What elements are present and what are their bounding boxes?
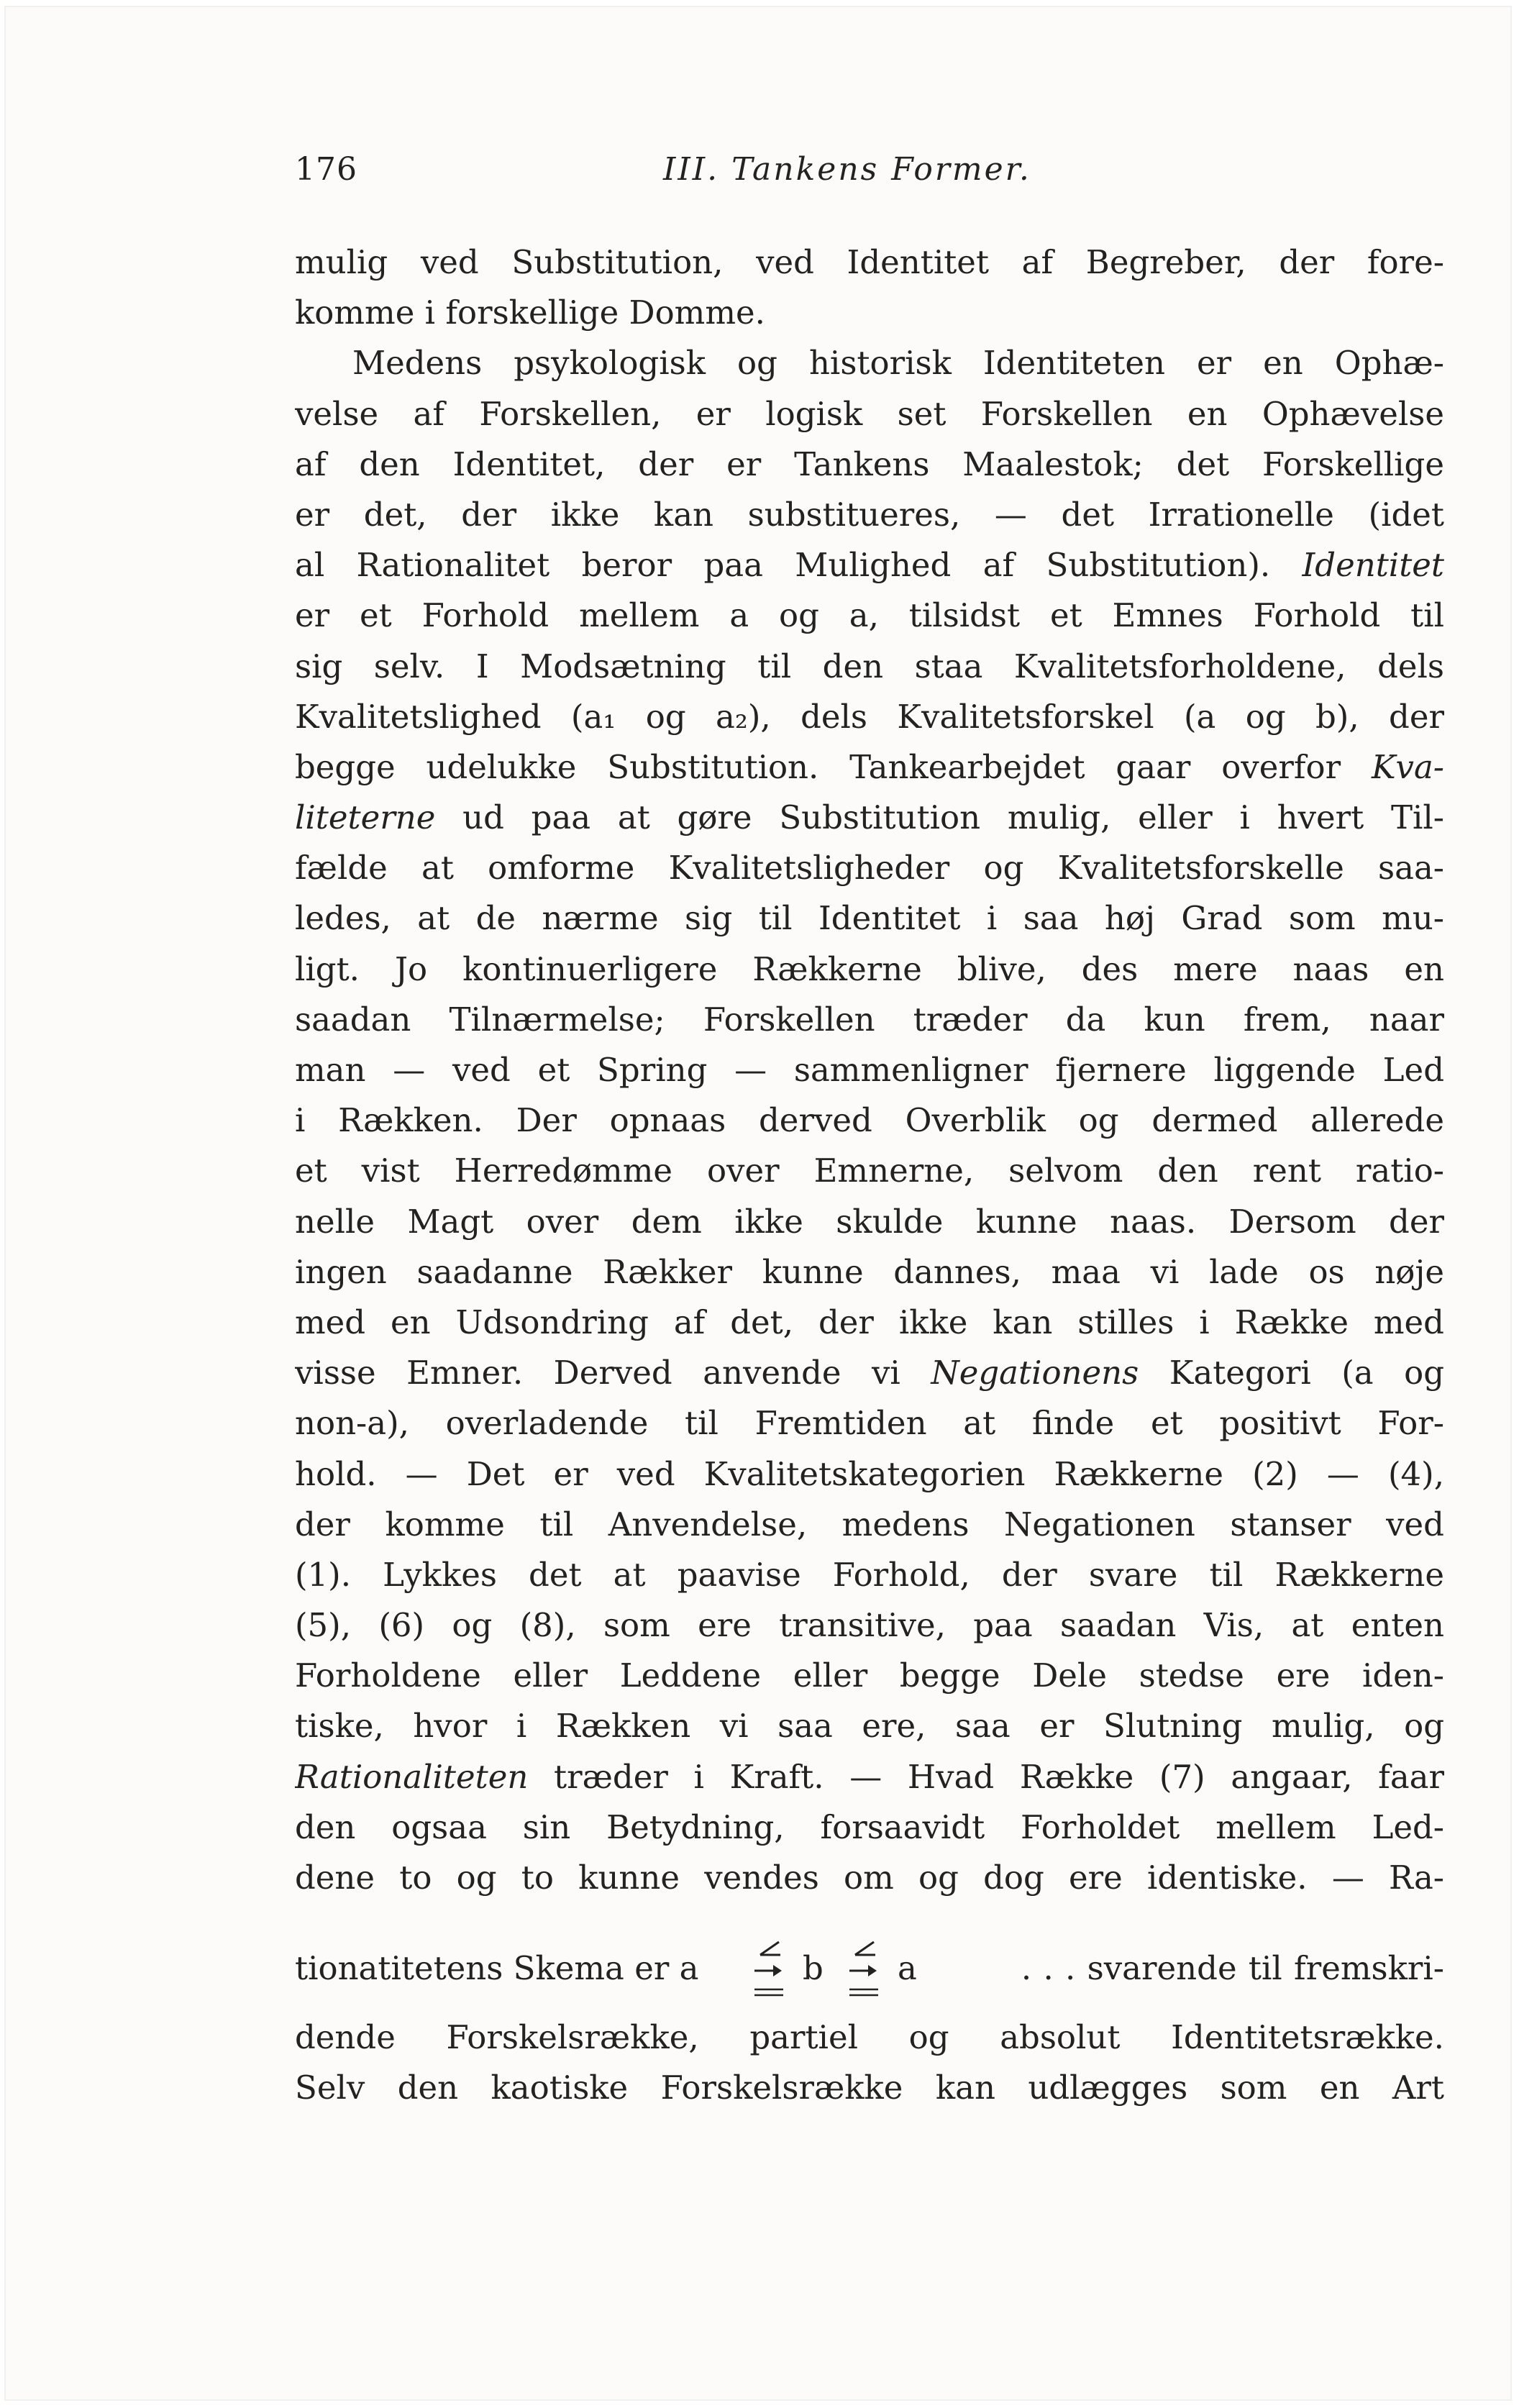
text-line: (1). Lykkes det at paavise Forhold, der svare til Rækkerne — [295, 1555, 1444, 1594]
text-line — [295, 742, 1444, 793]
italic-term-rationaliteten: Rationaliteten — [295, 1757, 529, 1796]
text-line: tiske, hvor i Rækken vi saa ere, saa er Slutning mulig, og — [295, 1707, 1444, 1746]
italic-term-liteterne: liteterne — [295, 798, 436, 837]
text-segment: visse Emner. Derved anvende vi — [295, 1354, 900, 1392]
text-line: fælde at omforme Kvalitetsligheder og Kvalitetsforskelle saa- — [295, 849, 1444, 888]
text-line: mulig ved Substitution, ved Identitet af Begreber, der fore- — [295, 243, 1444, 281]
text-line — [295, 793, 1444, 843]
text-line: den ogsaa sin Betydning, forsaavidt Forholdet mellem Led- — [295, 1807, 1444, 1846]
text-line: man — ved et Spring — sammenligner fjernere liggende Led — [295, 1051, 1444, 1089]
text-line: ligt. Jo kontinuerligere Rækkerne blive, des mere naas en — [295, 949, 1444, 988]
schema-letter-b: b — [803, 1949, 824, 1988]
rationality-schema-line — [295, 1903, 1444, 2004]
text-line: med en Udsondring af det, der ikke kan stilles i Række med — [295, 1303, 1444, 1341]
text-line: komme i forskellige Domme. — [295, 293, 765, 332]
text-segment: ud paa at gøre Substitution mulig, eller i hvert Til- — [462, 798, 1444, 837]
text-line: der komme til Anvendelse, medens Negationen stanser ved — [295, 1505, 1444, 1543]
text-segment: al Rationalitet beror paa Mulighed af Substitution). — [295, 546, 1271, 585]
text-line: Selv den kaotiske Forskelsrække kan udlægges som en Art — [295, 2069, 1444, 2107]
text-line — [295, 540, 1444, 590]
text-line: et vist Herredømme over Emnerne, selvom den rent ratio- — [295, 1151, 1444, 1190]
text-line: nelle Magt over dem ikke skulde kunne naas. Dersom der — [295, 1202, 1444, 1241]
text-line: af den Identitet, der er Tankens Maalestok; det Forskellige — [295, 444, 1444, 483]
text-line: (5), (6) og (8), som ere transitive, paa saadan Vis, at enten — [295, 1606, 1444, 1645]
book-page — [6, 7, 1510, 2399]
text-segment: Kategori (a og — [1169, 1354, 1444, 1392]
text-line: dene to og to kunne vendes om og dog ere identiske. — Ra- — [295, 1859, 1444, 1897]
page-header — [295, 151, 1446, 201]
text-line: dende Forskelsrække, partiel og absolut Identitetsrække. — [295, 2018, 1444, 2057]
italic-term-negationens: Negationens — [931, 1354, 1139, 1392]
page-number: 176 — [295, 151, 357, 188]
angle-arrow-equal-symbol-icon — [744, 1932, 795, 2004]
text-line: ledes, at de nærme sig til Identitet i saa høj Grad som mu- — [295, 899, 1444, 938]
italic-term-identitet: Identitet — [1302, 546, 1444, 585]
italic-term-kva: Kva- — [1371, 747, 1444, 786]
schema-lead-text: tionatitetens Skema er a — [295, 1949, 699, 1988]
body-text — [295, 237, 1444, 2114]
paragraph-start-line: Medens psykologisk og historisk Identiteten er en Ophæ- — [352, 344, 1444, 383]
text-line: sig selv. I Modsætning til den staa Kvalitetsforholdene, dels — [295, 647, 1444, 685]
running-title: III. Tankens Former. — [663, 151, 1031, 188]
text-segment: træder i Kraft. — Hvad Række (7) angaar, faar — [554, 1757, 1444, 1796]
text-line: ingen saadanne Rækker kunne dannes, maa vi lade os nøje — [295, 1252, 1444, 1291]
text-line — [295, 1348, 1444, 1398]
text-line — [295, 1752, 1444, 1802]
angle-arrow-equal-symbol-icon — [839, 1932, 890, 2004]
text-line: hold. — Det er ved Kvalitetskategorien Rækkerne (2) — (4), — [295, 1454, 1444, 1493]
text-segment: begge udelukke Substitution. Tankearbejdet gaar overfor — [295, 747, 1341, 786]
schema-letter-a: a — [898, 1949, 917, 1988]
text-line: Kvalitetslighed (a₁ og a₂), dels Kvalitetsforskel (a og b), der — [295, 697, 1444, 736]
text-line: saadan Tilnærmelse; Forskellen træder da kun frem, naar — [295, 1000, 1444, 1039]
text-line: er det, der ikke kan substitueres, — det Irrationelle (idet — [295, 495, 1444, 534]
text-line: er et Forhold mellem a og a, tilsidst et Emnes Forhold til — [295, 596, 1444, 635]
text-line: i Rækken. Der opnaas derved Overblik og dermed allerede — [295, 1101, 1444, 1140]
text-line: non-a), overladende til Fremtiden at finde et positivt For- — [295, 1404, 1444, 1443]
schema-tail-text: . . . svarende til fremskri- — [1021, 1949, 1444, 1988]
text-line: velse af Forskellen, er logisk set Forskellen en Ophævelse — [295, 394, 1444, 433]
text-line: Forholdene eller Leddene eller begge Dele stedse ere iden- — [295, 1656, 1444, 1695]
